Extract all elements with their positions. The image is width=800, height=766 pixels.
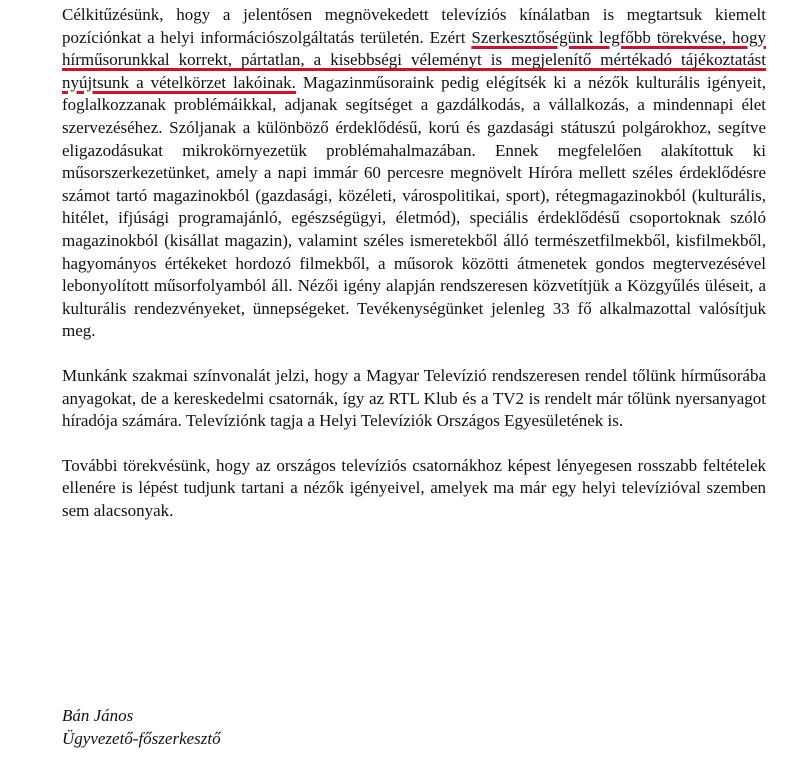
signature-name: Bán János — [62, 706, 134, 725]
document-body — [62, 4, 766, 522]
highlighted-sentence: Szerkesztőségünk legfőbb törekvése, hogy hírműsorunkkal korrekt, pártatlan, a kisebbségi véleményt is megjelenítő mértékadó tájékoztatást nyújtsunk a vételkörzet lakóinak. — [62, 27, 766, 92]
signature-block — [62, 704, 221, 750]
paragraph-goals — [62, 4, 766, 343]
paragraph-quality: Munkánk szakmai színvonalát jelzi, hogy a Magyar Televízió rendszeresen rendel tőlünk hírműsorába anyagokat, de a kereskedelmi csatornák, így az RTL Klub és a TV2 is rendelt már tőlünk nyersanyagot híradója számára. Televíziónk tagja a Helyi Televíziók Országos Egyesületének is. — [62, 365, 766, 431]
paragraph-goals-intro: Célkitűzésünk, hogy a jelentősen megnövekedett televíziós kínálatban is megtartsuk kiemelt pozíciónkat a helyi információszolgáltatás területén. Ezért — [62, 5, 766, 47]
signature-role: Ügyvezető-főszerkesztő — [62, 729, 221, 748]
paragraph-goals-rest: Magazinműsoraink pedig elégítsék ki a nézők kulturális igényeit, foglalkozzanak problémáikkal, adjanak segítséget a gazdálkodás, a vállalkozás, a mindennapi élet szervezéséhez. Szóljanak a különböző érdeklődésű, korú és gazdasági státuszú polgárokhoz, segítve eligazodásukat mikrokörnyezetük problémahalmazában. Ennek megfelelően alakítottuk ki műsorszerkezetünket, amely a napi immár 60 percesre megnövelt Híróra mellett széles érdeklődésre számot tartó magazinokból (gazdasági, közéleti, várospolitikai, sport), rétegmagazinokból (kulturális, hitélet, ifjúsági programajánló, egészségügyi, életmód), speciális érdeklődésű csoportoknak szóló magazinokból (kisállat magazin), valamint széles ismeretekből álló természetfilmekből, kisfilmekből, hagyományos értékeket hordozó filmekből, a műsorok közötti átmenetek gondos megtervezésével lebonyolított műsorfolyamból áll. Nézői igény alapján rendszeresen közvetítjük a Közgyűlés üléseit, a kulturális rendezvényeket, ünnepségeket. Tevékenységünket jelenleg 33 fő alkalmazottal valósítjuk meg. — [62, 72, 766, 341]
paragraph-future: További törekvésünk, hogy az országos televíziós csatornákhoz képest lényegesen rosszabb feltételek ellenére is lépést tudjunk tartani a nézők igényeivel, amelyek ma már egy helyi televízióval szemben sem alacsonyak. — [62, 455, 766, 520]
